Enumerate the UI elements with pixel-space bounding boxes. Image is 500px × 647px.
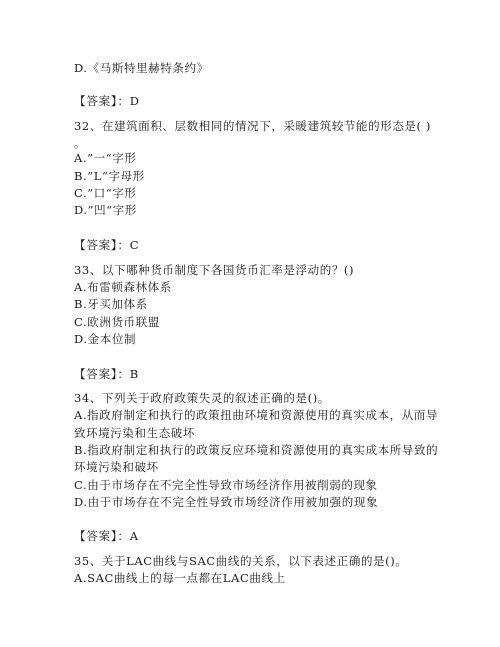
question-34-option-b: B.指政府制定和执行的政策反应环境和资源使用的真实成本所导致的 bbox=[74, 443, 439, 457]
question-35-text: 35、关于LAC曲线与SAC曲线的关系，以下表述正确的是()。 bbox=[74, 554, 408, 568]
question-35-option-a: A.SAC曲线上的每一点都在LAC曲线上 bbox=[74, 571, 286, 585]
question-34-option-a-continued: 致环境污染和生态破坏 bbox=[74, 426, 195, 440]
question-34-option-c: C.由于市场存在不完全性导致市场经济作用被削弱的现象 bbox=[74, 478, 378, 492]
previous-question-option-d: D.《马斯特里赫特条约》 bbox=[74, 61, 209, 75]
question-32-option-c: C.”口“字形 bbox=[74, 186, 137, 200]
question-33-option-d: D.金本位制 bbox=[74, 332, 137, 346]
question-32-answer: 【答案】：C bbox=[74, 238, 140, 252]
question-32-option-b: B.”L“字母形 bbox=[74, 169, 145, 183]
question-32-option-d: D.”凹“字形 bbox=[74, 203, 137, 217]
question-34-option-d: D.由于市场存在不完全性导致市场经济作用被加强的现象 bbox=[74, 495, 379, 509]
question-34-answer: 【答案】：A bbox=[74, 529, 139, 543]
question-33-option-a: A.布雷顿森林体系 bbox=[74, 280, 172, 294]
question-34-text: 34、下列关于政府政策失灵的叙述正确的是()。 bbox=[74, 391, 330, 405]
previous-answer: 【答案】：D bbox=[74, 94, 140, 108]
question-33-option-c: C.欧洲货币联盟 bbox=[74, 315, 160, 329]
question-33-option-b: B.牙买加体系 bbox=[74, 297, 148, 311]
question-32-option-a: A.”一“字形 bbox=[74, 151, 137, 165]
question-34-option-b-continued: 环境污染和破坏 bbox=[74, 460, 159, 474]
question-32-text: 32、在建筑面积、层数相同的情况下，采暖建筑较节能的形态是( ) bbox=[74, 119, 431, 133]
question-33-text: 33、以下哪种货币制度下各国货币汇率是浮动的？() bbox=[74, 263, 355, 277]
question-34-option-a: A.指政府制定和执行的政策扭曲环境和资源使用的真实成本，从而导 bbox=[74, 408, 439, 422]
question-33-answer: 【答案】：B bbox=[74, 367, 140, 381]
question-32-text-continued: 。 bbox=[74, 136, 87, 150]
